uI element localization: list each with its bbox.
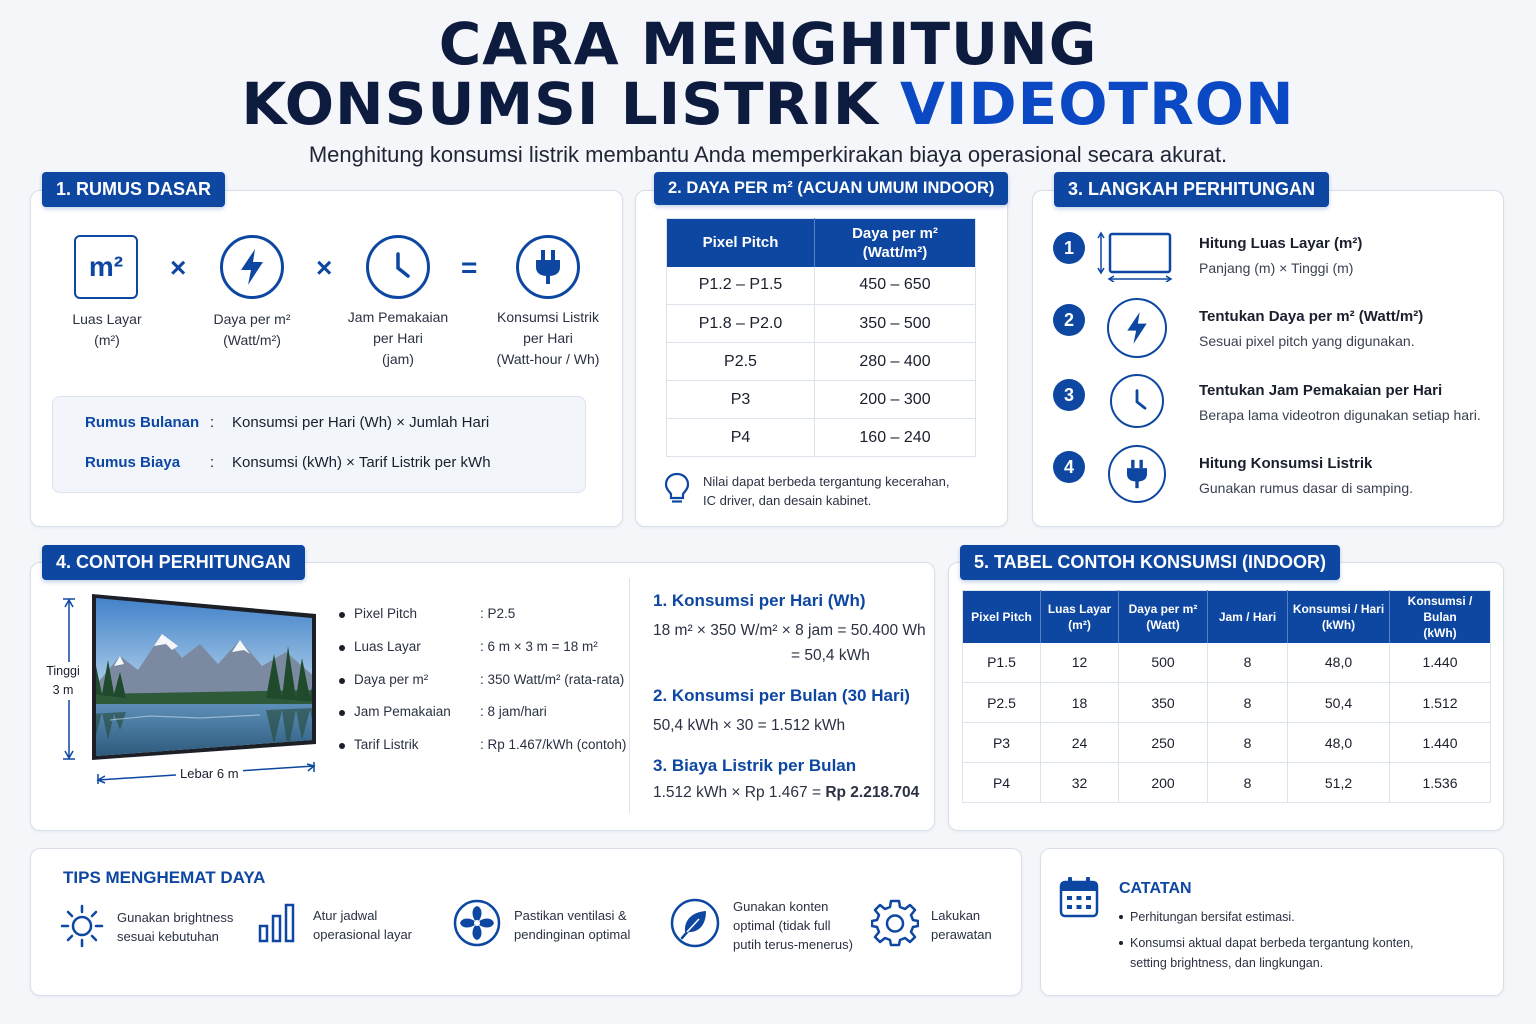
table-row: [667, 267, 976, 305]
bullet-icon: [339, 743, 345, 749]
section-label-tabel: 5. TABEL CONTOH KONSUMSI (INDOOR): [960, 545, 1340, 580]
table-header: [963, 591, 1041, 643]
table-cell: 48,0: [1288, 723, 1390, 763]
sun-icon: [60, 904, 104, 953]
table-cell: 160 – 240: [859, 428, 931, 446]
table-cell: 1.512: [1390, 683, 1491, 723]
square-meter-symbol: m²: [88, 251, 124, 282]
daya-note: [703, 472, 949, 510]
calc-line: [653, 784, 919, 802]
calc-line: 50,4 kWh × 30 = 1.512 kWh: [653, 717, 846, 734]
calendar-icon: [1059, 876, 1099, 923]
spec-value: : 350 Watt/m² (rata-rata): [480, 672, 625, 687]
step-desc: Gunakan rumus dasar di samping.: [1199, 480, 1413, 496]
tip-text: [514, 906, 630, 944]
note-line: IC driver, dan desain kabinet.: [703, 493, 872, 508]
table-cell: 1.440: [1390, 643, 1491, 683]
table-row: [667, 419, 976, 457]
table-cell: P1.5: [963, 643, 1041, 683]
spec-value: : 8 jam/hari: [480, 704, 547, 719]
header-line: (kWh): [1321, 617, 1356, 632]
formula-caption-line: Jam Pemakaian: [347, 309, 449, 325]
table-row: [667, 343, 976, 381]
height-label: [40, 662, 86, 700]
table-row: [667, 381, 976, 419]
table-header: [1208, 591, 1288, 643]
lightbulb-icon: [664, 472, 690, 511]
calc-title: 1. Konsumsi per Hari (Wh): [653, 591, 866, 610]
formula-caption-line: Konsumsi Listrik: [497, 309, 599, 325]
header-line: Jam / Hari: [1218, 609, 1277, 624]
leaf-icon: [670, 898, 720, 953]
tip-text: [313, 906, 412, 944]
spec-key: Jam Pemakaian: [354, 704, 451, 719]
bullet-icon: [339, 710, 345, 716]
calc-expression: 1.512 kWh × Rp 1.467 =: [653, 784, 826, 801]
table-cell: P3: [963, 723, 1041, 763]
section-divider: [629, 578, 630, 813]
section-label-daya: 2. DAYA PER m² (ACUAN UMUM INDOOR): [654, 172, 1008, 205]
table-header: [1390, 591, 1491, 643]
bullet-icon: [339, 645, 345, 651]
step-title: Tentukan Jam Pemakaian per Hari: [1199, 382, 1443, 399]
bullet-icon: [1119, 941, 1123, 945]
spec-value: : 6 m × 3 m = 18 m²: [480, 639, 598, 654]
equals-operator: =: [461, 252, 478, 283]
header-line: (Watt/m²): [862, 243, 928, 261]
calc-result: Rp 2.218.704: [825, 784, 920, 801]
tip-line: Lakukan: [931, 908, 981, 923]
step-desc: Panjang (m) × Tinggi (m): [1199, 260, 1354, 276]
step-number: 1: [1053, 232, 1085, 264]
table-cell: 51,2: [1288, 763, 1390, 803]
tip-line: Gunakan konten: [733, 899, 829, 914]
step-number: 3: [1053, 379, 1085, 411]
formula-caption-line: (Watt-hour / Wh): [496, 351, 600, 367]
spec-value: : P2.5: [480, 606, 516, 621]
table-cell: 200: [1119, 763, 1208, 803]
videotron-screen-image: [90, 594, 316, 765]
screen-dimension-icon: [1096, 230, 1176, 287]
height-label-line: Tinggi: [46, 664, 80, 678]
spec-key: Tarif Listrik: [354, 737, 419, 752]
calc-title: 2. Konsumsi per Bulan (30 Hari): [653, 686, 910, 705]
header-line: (kWh): [1423, 625, 1457, 640]
table-row: [963, 683, 1491, 723]
tips-title: TIPS MENGHEMAT DAYA: [63, 868, 266, 887]
page-title-line2: [0, 70, 1536, 138]
header-line: (Watt): [1146, 617, 1180, 632]
catatan-title: CATATAN: [1119, 880, 1192, 897]
rumus-box: [52, 396, 586, 493]
table-row: [963, 723, 1491, 763]
tip-text: [117, 908, 233, 946]
tip-line: operasional layar: [313, 927, 413, 942]
table-cell: 48,0: [1288, 643, 1390, 683]
formula-caption-line: per Hari: [523, 330, 573, 346]
tip-line: sesuai kebutuhan: [117, 929, 219, 944]
rumus-bulanan-label: Rumus Bulanan: [85, 414, 200, 431]
bullet-icon: [339, 612, 345, 618]
table-cell: 250: [1119, 723, 1208, 763]
header-line: (m²): [1068, 617, 1091, 632]
step-desc: Berapa lama videotron digunakan setiap hari.: [1199, 407, 1481, 423]
table-cell: 1.440: [1390, 723, 1491, 763]
height-label-line: 3 m: [52, 683, 74, 697]
tip-line: Atur jadwal: [313, 908, 378, 923]
table-cell: 200 – 300: [815, 381, 976, 419]
clock-icon: [366, 235, 430, 299]
table-row: [667, 305, 976, 343]
formula-caption-line: Luas Layar: [72, 311, 142, 327]
table-cell: 350: [1119, 683, 1208, 723]
header-line: Konsumsi / Bulan: [1407, 593, 1473, 624]
table-cell: P1.2 – P1.5: [667, 267, 815, 305]
spec-key: Pixel Pitch: [354, 606, 418, 621]
step-number: 2: [1053, 304, 1085, 336]
clock-icon: [1110, 374, 1164, 428]
page-subtitle: Menghitung konsumsi listrik membantu Anda memperkirakan biaya operasional secara akurat.: [308, 142, 1228, 167]
formula-caption-konsumsi: [478, 307, 618, 370]
formula-caption-line: (jam): [382, 351, 414, 367]
table-cell: P2.5: [963, 683, 1041, 723]
tip-line: Gunakan brightness: [117, 910, 234, 925]
table-cell: 500: [1119, 643, 1208, 683]
note-line: Nilai dapat berbeda tergantung kecerahan,: [703, 474, 950, 489]
table-cell: 32: [1041, 763, 1119, 803]
bullet-icon: [339, 678, 345, 684]
table-cell: P1.8 – P2.0: [667, 305, 815, 343]
fan-icon: [453, 899, 501, 952]
tip-line: perawatan: [931, 927, 992, 942]
spec-key: Luas Layar: [354, 639, 421, 654]
note-line: setting brightness, dan lingkungan.: [1130, 956, 1324, 970]
step-title: Hitung Luas Layar (m²): [1199, 235, 1363, 252]
page-title-main: KONSUMSI LISTRIK: [241, 70, 879, 138]
table-cell: 8: [1208, 763, 1288, 803]
times-operator: ×: [170, 252, 187, 283]
section-label-langkah: 3. LANGKAH PERHITUNGAN: [1054, 172, 1329, 207]
formula-caption-daya: [196, 309, 308, 351]
tip-text: [733, 897, 853, 954]
tip-text: [931, 906, 992, 944]
header-line: Luas Layar: [1047, 601, 1112, 616]
tip-line: optimal (tidak full: [733, 918, 831, 933]
calc-line: = 50,4 kWh: [791, 647, 870, 664]
tip-line: pendinginan optimal: [514, 927, 631, 942]
table-header: [1041, 591, 1119, 643]
bullet-icon: [1119, 915, 1123, 919]
page-title-line1: CARA MENGHITUNG: [438, 10, 1098, 78]
table-header: [1288, 591, 1390, 643]
daya-table: [666, 218, 976, 457]
formula-caption-line: per Hari: [373, 330, 423, 346]
table-cell: 8: [1208, 683, 1288, 723]
tip-line: Pastikan ventilasi &: [514, 908, 627, 923]
table-cell: P2.5: [667, 343, 815, 381]
plug-icon: [1108, 445, 1166, 503]
table-cell: 12: [1041, 643, 1119, 683]
table-cell: 50,4: [1288, 683, 1390, 723]
gear-icon: [871, 899, 919, 952]
step-title: Tentukan Daya per m² (Watt/m²): [1199, 308, 1424, 325]
rumus-bulanan-value: Konsumsi per Hari (Wh) × Jumlah Hari: [232, 414, 490, 431]
page-header: [0, 10, 1536, 168]
konsumsi-table: [962, 590, 1491, 803]
note-item: Perhitungan bersifat estimasi.: [1130, 910, 1295, 924]
table-cell: 280 – 400: [815, 343, 976, 381]
spec-value: : Rp 1.467/kWh (contoh): [480, 737, 627, 752]
note-item: [1130, 933, 1414, 973]
daya-table-header-power: [815, 219, 976, 267]
rumus-biaya-label: Rumus Biaya: [85, 454, 181, 471]
step-number: 4: [1053, 451, 1085, 483]
page-title-accent: VIDEOTRON: [899, 70, 1295, 138]
width-label: Lebar 6 m: [176, 766, 243, 781]
header-line: Daya per m²: [1128, 601, 1198, 616]
step-desc: Sesuai pixel pitch yang digunakan.: [1199, 333, 1415, 349]
lightning-icon: [1107, 298, 1167, 358]
spec-key: Daya per m²: [354, 672, 429, 687]
table-row: [963, 763, 1491, 803]
section-label-contoh: 4. CONTOH PERHITUNGAN: [42, 545, 305, 580]
rumus-separator: :: [210, 414, 215, 431]
rumus-biaya-value: Konsumsi (kWh) × Tarif Listrik per kWh: [232, 454, 491, 471]
step-title: Hitung Konsumsi Listrik: [1199, 455, 1373, 472]
table-cell: 8: [1208, 723, 1288, 763]
table-cell: 24: [1041, 723, 1119, 763]
table-cell: P4: [963, 763, 1041, 803]
rumus-separator: :: [210, 454, 215, 471]
formula-caption-jam: [333, 307, 463, 370]
table-cell: 1.536: [1422, 774, 1458, 791]
table-cell: 350 – 500: [815, 305, 976, 343]
table-row: [963, 643, 1491, 683]
table-cell: 450 – 650: [815, 267, 976, 305]
table-header: [1119, 591, 1208, 643]
calc-line: 18 m² × 350 W/m² × 8 jam = 50.400 Wh: [653, 622, 926, 639]
plug-icon: [516, 235, 580, 299]
table-cell: P4: [667, 419, 815, 457]
header-line: Pixel Pitch: [971, 609, 1032, 624]
lightning-icon: [220, 235, 284, 299]
calc-title: 3. Biaya Listrik per Bulan: [653, 756, 857, 775]
daya-table-header-pitch: Pixel Pitch: [667, 219, 815, 267]
tip-line: putih terus-menerus): [733, 937, 853, 952]
square-meter-icon: [74, 235, 138, 299]
table-cell: P3: [667, 381, 815, 419]
section-label-rumus-dasar: 1. RUMUS DASAR: [42, 172, 225, 207]
table-cell: 8: [1208, 643, 1288, 683]
table-cell: 18: [1041, 683, 1119, 723]
formula-caption-luas: [52, 309, 162, 351]
bar-chart-icon: [257, 902, 297, 949]
times-operator: ×: [316, 252, 333, 283]
header-line: Konsumsi / Hari: [1292, 601, 1385, 616]
formula-caption-line: Daya per m²: [213, 311, 291, 327]
note-line: Konsumsi aktual dapat berbeda tergantung konten,: [1130, 936, 1414, 950]
formula-caption-line: (m²): [94, 332, 120, 348]
formula-caption-line: (Watt/m²): [223, 332, 281, 348]
header-line: Daya per m²: [852, 224, 938, 242]
